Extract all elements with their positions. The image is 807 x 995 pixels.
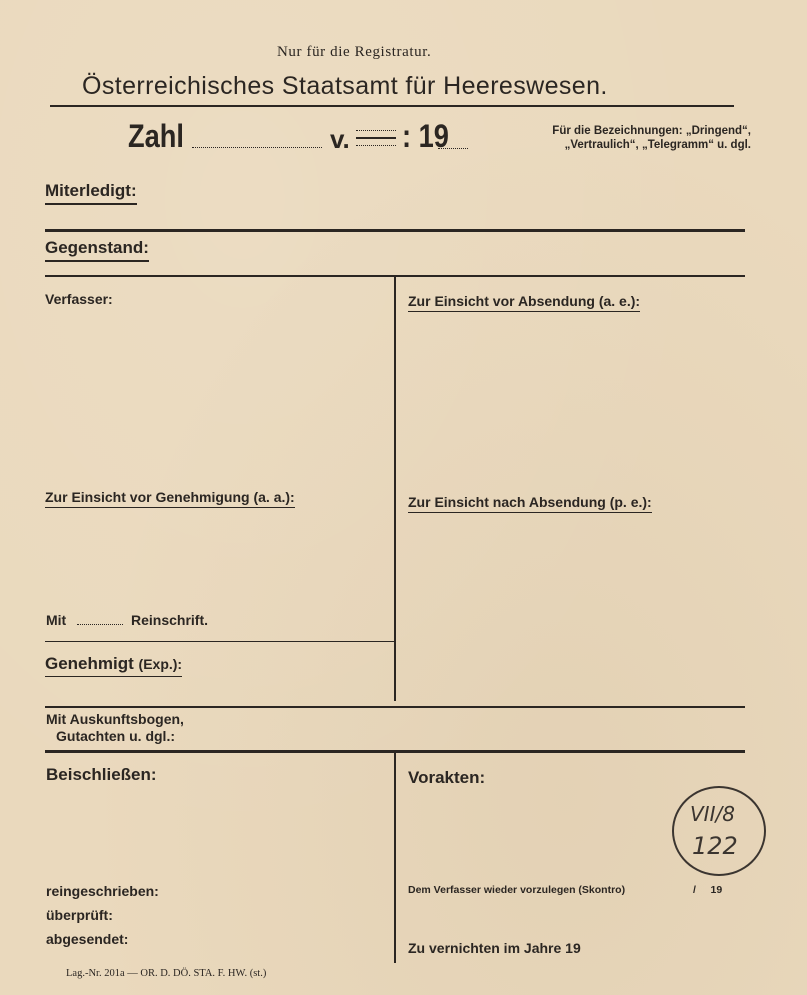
stamp-line1: VII/8 bbox=[690, 802, 735, 826]
gegenstand-label: Gegenstand: bbox=[45, 238, 149, 262]
year-label: : 19 bbox=[402, 118, 449, 154]
genehmigt-text: Genehmigt bbox=[45, 654, 134, 673]
column-divider bbox=[394, 277, 396, 701]
skontro-date: / 19 bbox=[693, 884, 723, 896]
zahl-field[interactable] bbox=[192, 147, 322, 148]
archive-stamp bbox=[672, 786, 766, 876]
miterledigt-label: Miterledigt: bbox=[45, 181, 137, 205]
ueberprueft-label: überprüft: bbox=[46, 907, 113, 923]
v-fraction-field[interactable] bbox=[356, 130, 396, 146]
bezeichnungen-note: Für die Bezeichnungen: „Dringend“, „Vertraulich“, „Telegramm“ u. dgl. bbox=[552, 125, 751, 151]
auskunftsbogen-line1: Mit Auskunftsbogen, bbox=[46, 711, 184, 727]
registratur-note: Nur für die Registratur. bbox=[277, 44, 432, 60]
beischliessen-label: Beischließen: bbox=[46, 765, 157, 784]
einsicht-nach-absendung-label: Zur Einsicht nach Absendung (p. e.): bbox=[408, 494, 652, 513]
skontro-label: Dem Verfasser wieder vorzulegen (Skontro) bbox=[408, 884, 626, 896]
einsicht-vor-absendung-label: Zur Einsicht vor Absendung (a. e.): bbox=[408, 293, 640, 312]
genehmigt-label bbox=[45, 654, 182, 677]
divider bbox=[45, 706, 745, 708]
page-title: Österreichisches Staatsamt für Heereswesen. bbox=[82, 72, 608, 100]
divider bbox=[45, 641, 394, 642]
vernichten-label: Zu vernichten im Jahre 19 bbox=[408, 940, 581, 956]
genehmigt-exp: (Exp.): bbox=[138, 656, 183, 672]
year-field[interactable] bbox=[438, 148, 468, 149]
column-divider bbox=[394, 753, 396, 963]
einsicht-vor-genehmigung-label: Zur Einsicht vor Genehmigung (a. a.): bbox=[45, 489, 295, 508]
title-rule bbox=[50, 105, 734, 107]
stamp-line2: 122 bbox=[692, 832, 738, 860]
mit-label: Mit bbox=[46, 612, 67, 628]
auskunftsbogen-line2: Gutachten u. dgl.: bbox=[56, 728, 175, 744]
reinschrift-count-field[interactable] bbox=[77, 624, 123, 625]
abgesendet-label: abgesendet: bbox=[46, 931, 129, 947]
v-label: v. bbox=[330, 124, 350, 154]
lag-nr-footer: Lag.-Nr. 201a — OR. D. DÖ. STA. F. HW. (st.) bbox=[66, 968, 267, 979]
reingeschrieben-label: reingeschrieben: bbox=[46, 883, 159, 899]
divider bbox=[45, 229, 745, 232]
reinschrift-label: Reinschrift. bbox=[131, 612, 209, 628]
zahl-label: Zahl bbox=[128, 118, 184, 154]
verfasser-label: Verfasser: bbox=[45, 291, 113, 307]
vorakten-label: Vorakten: bbox=[408, 768, 486, 787]
